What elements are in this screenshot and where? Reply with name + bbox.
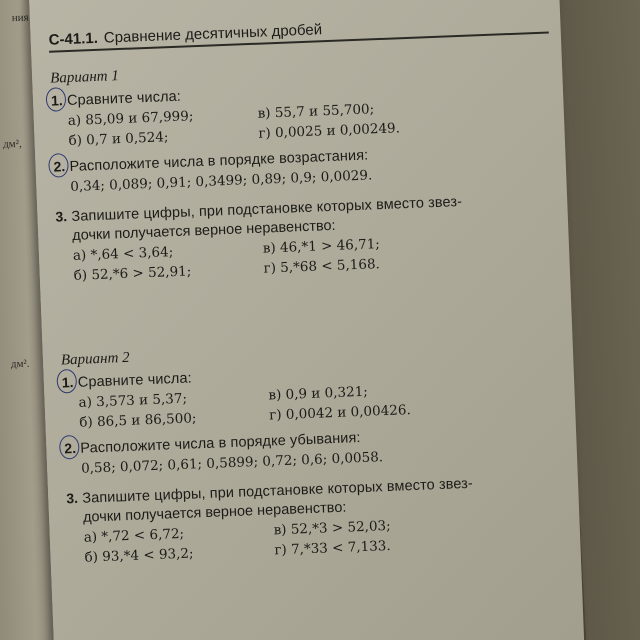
task-item: в) 46,*1 > 46,71; [262,236,381,257]
task-number: 3. [55,208,68,225]
number-sequence: 0,58; 0,072; 0,61; 0,5899; 0,72; 0,6; 0,0058. [80,449,384,477]
task-text: Сравните числа: [77,370,193,391]
task-item: а) *,64 < 3,64; [72,244,174,264]
task-text-continued: дочки получается верное неравенство: [71,217,336,244]
task-number: 2. [64,439,81,459]
task-number: 1. [51,91,68,111]
task-text: Сравните числа: [66,88,182,110]
task-number: 3. [65,489,79,507]
task-item: в) 55,7 и 55,700; [257,101,375,122]
task-text: Запишите цифры, при подстановке которых вместо звез- [82,475,474,507]
number-sequence: 0,34; 0,089; 0,91; 0,3499; 0,89; 0,9; 0,0029. [70,167,373,195]
task-text: Расположите числа в порядке убывания: [80,430,361,457]
task-item: а) 85,09 и 67,999; [67,108,194,130]
variant-2-title: Вариант 2 [60,349,130,369]
task-item: в) 0,9 и 0,321; [268,383,369,404]
task-item: а) *,72 < 6,72; [83,525,185,546]
task-item: а) 3,573 и 5,37; [78,390,188,411]
worksheet-code: С-41.1. [48,29,99,49]
margin-fragment: дм². [10,357,30,371]
task-item: в) 52,*3 > 52,03; [273,517,391,539]
task-item: г) 7,*33 < 7,133. [274,537,391,559]
variant-1-title: Вариант 1 [49,68,120,87]
task-number: 2. [53,157,70,177]
task-item: б) 0,7 и 0,524; [68,129,169,150]
task-item: б) 52,*6 > 52,91; [73,263,192,284]
worksheet-page [28,0,585,640]
worksheet-title: Сравнение десятичных дробей [103,21,323,47]
task-text: Расположите числа в порядке возрастания: [69,147,369,175]
task-text-continued: дочки получается верное неравенство: [82,499,347,526]
margin-fragment: ния [11,11,29,25]
task-item: г) 0,0042 и 0,00426. [268,402,412,424]
task-text: Запишите цифры, при подстановке которых вместо звез- [71,193,463,225]
task-item: г) 5,*68 < 5,168. [263,256,381,277]
task-number: 1. [61,373,78,393]
task-item: б) 86,5 и 86,500; [79,410,197,431]
worksheet-header [48,13,548,53]
task-item: г) 0,0025 и 0,00249. [258,120,401,142]
worksheet-content [48,13,568,575]
margin-fragment: дм², [2,137,22,151]
task-item: б) 93,*4 < 93,2; [84,545,194,566]
